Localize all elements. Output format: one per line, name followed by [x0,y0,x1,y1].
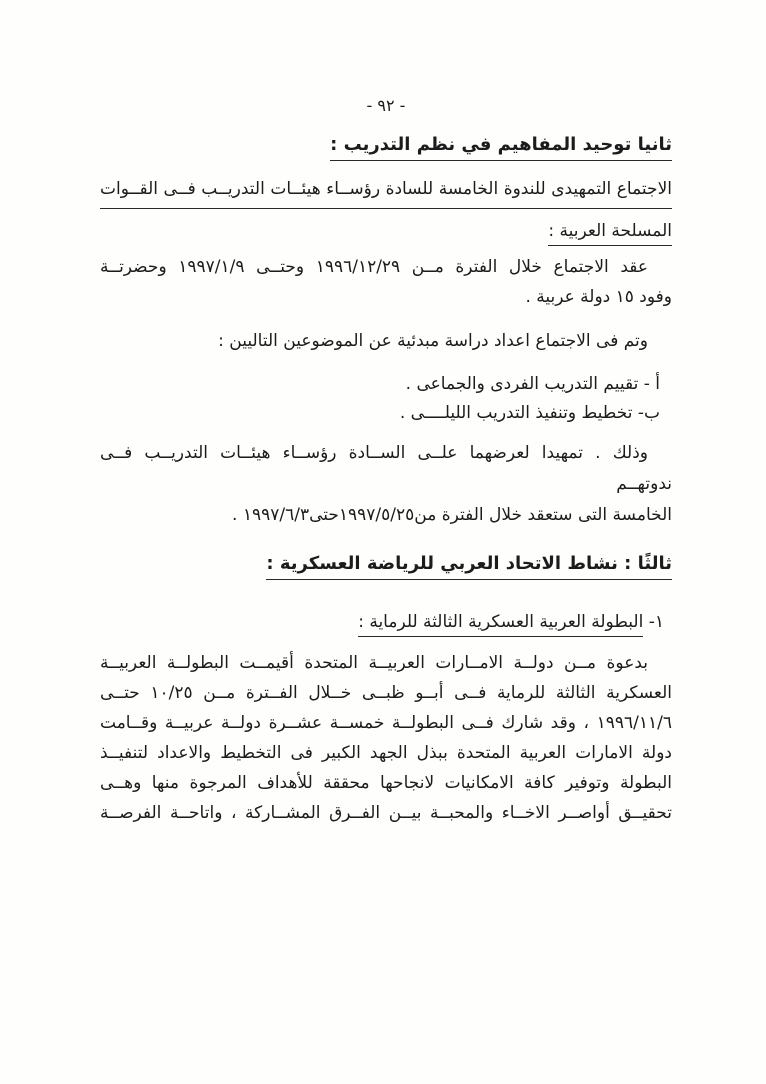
meeting-paragraph-line-2: وفود ١٥ دولة عربية . [525,287,672,307]
section-two-heading-text: ثانيا توحيد المفاهيم في نظم التدريب : [330,134,672,161]
shooting-championship-item [100,608,664,636]
championship-line-1: بدعوة مــن دولــة الامــارات العربيــة المتحدة أقيمــت البطولــة العربيــة [100,653,648,673]
topics-list [100,370,672,428]
closing-paragraph-line-2: الخامسة التى ستعقد خلال الفترة من١٩٩٧/٥/٢٥حتى١٩٩٧/٦/٣ . [232,505,672,525]
meeting-paragraph [100,252,672,312]
closing-paragraph-line-1: وذلك . تمهيدا لعرضهما علــى الســادة رؤســاء هيئــات التدريــب فــى ندوتهــم [100,443,672,494]
study-intro-paragraph [100,326,672,356]
championship-paragraph [100,648,672,828]
page-number: - ٩٢ - [366,96,406,115]
study-intro-line: وتم فى الاجتماع اعداد دراسة مبدئية عن الموضوعين التاليين : [218,331,648,351]
section-three-heading-text: ثالثًا : نشاط الاتحاد العربي للرياضة العسكرية : [266,553,672,580]
topic-item-a [100,370,660,399]
section-two-subheading [100,173,672,248]
topic-item-b [100,399,660,428]
championship-line-4: دولة الامارات العربية المتحدة ببذل الجهد الكبير فى التخطيط والاعداد لتنفيــذ [100,743,672,763]
championship-line-2: العسكرية الثالثة للرماية فــى أبــو ظبــى خــلال الفــترة مــن ١٠/٢٥ حتــى [100,683,672,703]
topic-b-label: ب- [637,403,660,423]
subheading-line-1: الاجتماع التمهيدى للندوة الخامسة للسادة رؤســاء هيئــات التدريــب فــى القــوات [100,173,672,209]
item-one-title: البطولة العربية العسكرية الثالثة للرماية : [358,612,643,637]
subheading-line-2: المسلحة العربية : [100,215,672,248]
championship-line-5: البطولة وتوفير كافة الامكانيات لانجاحها محققة للأهداف المرجوة منها وهــى [100,773,672,793]
section-two-heading [100,134,672,161]
section-three-heading [100,553,672,580]
topic-a-label: أ - [643,374,660,394]
item-one-number: ١- [648,612,664,632]
championship-line-6: تحقيــق أواصــر الاخــاء والمحبــة بيــن الفــرق المشــاركة ، واتاحــة الفرصــة [100,803,672,823]
championship-line-3: ١٩٩٦/١١/٦ ، وقد شارك فــى البطولــة خمســة عشــرة دولــة عربيــة وقــامت [100,713,672,733]
topic-b-text: تخطيط وتنفيذ التدريب الليلــــى . [399,403,633,423]
topic-a-text: تقييم التدريب الفردى والجماعى . [405,374,639,394]
meeting-paragraph-line-1: عقد الاجتماع خلال الفترة مــن ١٩٩٦/١٢/٢٩ وحتــى ١٩٩٧/١/٩ وحضرتــة [100,257,648,277]
closing-paragraph [100,438,672,531]
